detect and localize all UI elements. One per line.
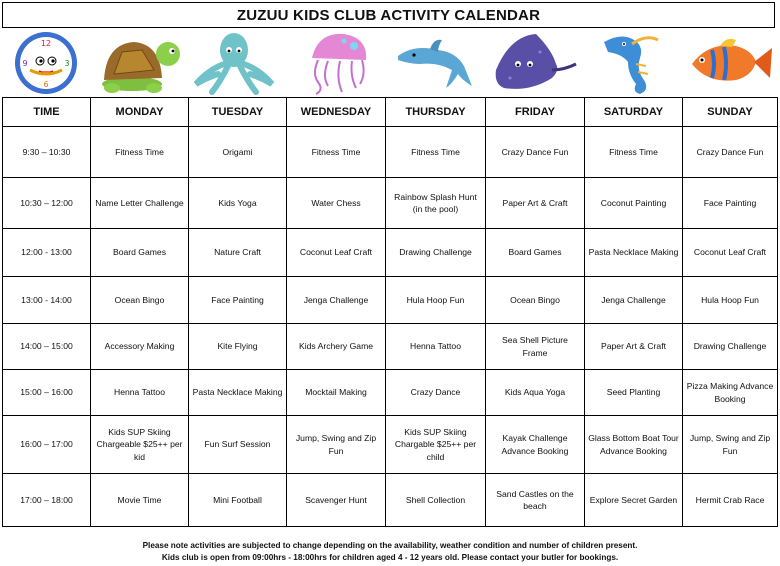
activity-cell: Pasta Necklace Making — [585, 229, 683, 277]
activity-cell: Jump, Swing and Zip Fun — [683, 416, 778, 474]
activity-cell: Rainbow Splash Hunt (in the pool) — [386, 178, 486, 229]
header-monday: MONDAY — [91, 98, 189, 127]
time-cell: 16:00 – 17:00 — [3, 416, 91, 474]
clock-illustration — [6, 30, 86, 96]
activity-cell: Face Painting — [189, 277, 287, 324]
activity-cell: Fun Surf Session — [189, 416, 287, 474]
activity-cell: Kite Flying — [189, 324, 287, 370]
time-cell: 14:00 – 15:00 — [3, 324, 91, 370]
activity-cell: Jenga Challenge — [585, 277, 683, 324]
activity-cell: Pizza Making Advance Booking — [683, 370, 778, 416]
activity-cell: Drawing Challenge — [386, 229, 486, 277]
fish-illustration — [684, 30, 776, 96]
table-row — [3, 277, 778, 324]
jellyfish-illustration — [294, 30, 380, 96]
activity-cell: Hermit Crab Race — [683, 474, 778, 527]
activity-cell: Name Letter Challenge — [91, 178, 189, 229]
activity-cell: Hula Hoop Fun — [386, 277, 486, 324]
calendar-title: ZUZUU KIDS CLUB ACTIVITY CALENDAR — [2, 2, 775, 28]
activity-cell: Scavenger Hunt — [287, 474, 386, 527]
activity-cell: Fitness Time — [91, 127, 189, 178]
activity-cell: Kids Archery Game — [287, 324, 386, 370]
activity-cell: Nature Craft — [189, 229, 287, 277]
svg-text:6: 6 — [43, 80, 49, 89]
table-row — [3, 370, 778, 416]
activity-cell: Crazy Dance Fun — [486, 127, 585, 178]
activity-cell: Crazy Dance — [386, 370, 486, 416]
activity-cell: Kids SUP Skiing Chargable $25++ per child — [386, 416, 486, 474]
activity-cell: Fitness Time — [287, 127, 386, 178]
table-row — [3, 474, 778, 527]
activity-cell: Coconut Leaf Craft — [287, 229, 386, 277]
time-cell: 10:30 – 12:00 — [3, 178, 91, 229]
activity-cell: Mini Football — [189, 474, 287, 527]
activity-cell: Coconut Leaf Craft — [683, 229, 778, 277]
activity-cell: Hula Hoop Fun — [683, 277, 778, 324]
header-friday: FRIDAY — [486, 98, 585, 127]
activity-cell: Mocktail Making — [287, 370, 386, 416]
header-tuesday: TUESDAY — [189, 98, 287, 127]
activity-cell: Accessory Making — [91, 324, 189, 370]
activity-cell: Fitness Time — [585, 127, 683, 178]
activity-cell: Crazy Dance Fun — [683, 127, 778, 178]
activity-cell: Water Chess — [287, 178, 386, 229]
activity-cell: Ocean Bingo — [486, 277, 585, 324]
dolphin-illustration — [392, 30, 476, 96]
table-row — [3, 229, 778, 277]
activity-cell: Henna Tattoo — [386, 324, 486, 370]
activity-cell: Movie Time — [91, 474, 189, 527]
activity-cell: Ocean Bingo — [91, 277, 189, 324]
activity-cell: Paper Art & Craft — [585, 324, 683, 370]
activity-cell: Explore Secret Garden — [585, 474, 683, 527]
time-cell: 9:30 – 10:30 — [3, 127, 91, 178]
header-row — [3, 98, 778, 127]
activity-cell: Drawing Challenge — [683, 324, 778, 370]
header-time: TIME — [3, 98, 91, 127]
activity-cell: Seed Planting — [585, 370, 683, 416]
svg-text:3: 3 — [64, 59, 70, 68]
seahorse-illustration — [592, 30, 676, 96]
header-sunday: SUNDAY — [683, 98, 778, 127]
time-cell: 17:00 – 18:00 — [3, 474, 91, 527]
activity-cell: Kids SUP Skiing Chargeable $25++ per kid — [91, 416, 189, 474]
activity-cell: Kids Aqua Yoga — [486, 370, 585, 416]
activity-cell: Kayak Challenge Advance Booking — [486, 416, 585, 474]
octopus-illustration — [190, 30, 278, 96]
table-row — [3, 178, 778, 229]
table-row — [3, 127, 778, 178]
activity-cell: Jump, Swing and Zip Fun — [287, 416, 386, 474]
stingray-illustration — [490, 30, 578, 96]
header-wednesday: WEDNESDAY — [287, 98, 386, 127]
time-cell: 15:00 – 16:00 — [3, 370, 91, 416]
table-row — [3, 324, 778, 370]
time-cell: 12:00 - 13:00 — [3, 229, 91, 277]
svg-text:12: 12 — [40, 39, 52, 48]
time-cell: 13:00 - 14:00 — [3, 277, 91, 324]
opening-hours-note: Kids club is open from 09:00hrs - 18:00hrs for children aged 4 - 12 years old. Please contact your butler for bookings. — [161, 553, 619, 562]
activity-cell: Pasta Necklace Making — [189, 370, 287, 416]
activity-cell: Coconut Painting — [585, 178, 683, 229]
table-row — [3, 416, 778, 474]
header-saturday: SATURDAY — [585, 98, 683, 127]
activity-cell: Shell Collection — [386, 474, 486, 527]
turtle-illustration — [92, 30, 184, 96]
header-thursday: THURSDAY — [386, 98, 486, 127]
activity-cell: Kids Yoga — [189, 178, 287, 229]
activity-cell: Glass Bottom Boat Tour Advance Booking — [585, 416, 683, 474]
activity-cell: Board Games — [91, 229, 189, 277]
illustration-row — [0, 30, 780, 96]
activity-cell: Sea Shell Picture Frame — [486, 324, 585, 370]
activity-cell: Face Painting — [683, 178, 778, 229]
svg-text:9: 9 — [22, 59, 28, 68]
activity-cell: Fitness Time — [386, 127, 486, 178]
activity-cell: Paper Art & Craft — [486, 178, 585, 229]
activity-cell: Sand Castles on the beach — [486, 474, 585, 527]
activity-cell: Board Games — [486, 229, 585, 277]
activity-cell: Origami — [189, 127, 287, 178]
activity-calendar-table — [2, 97, 778, 527]
activity-cell: Jenga Challenge — [287, 277, 386, 324]
availability-note: Please note activities are subjected to change depending on the availability, weather condition and number of children present. — [142, 541, 638, 550]
activity-cell: Henna Tattoo — [91, 370, 189, 416]
